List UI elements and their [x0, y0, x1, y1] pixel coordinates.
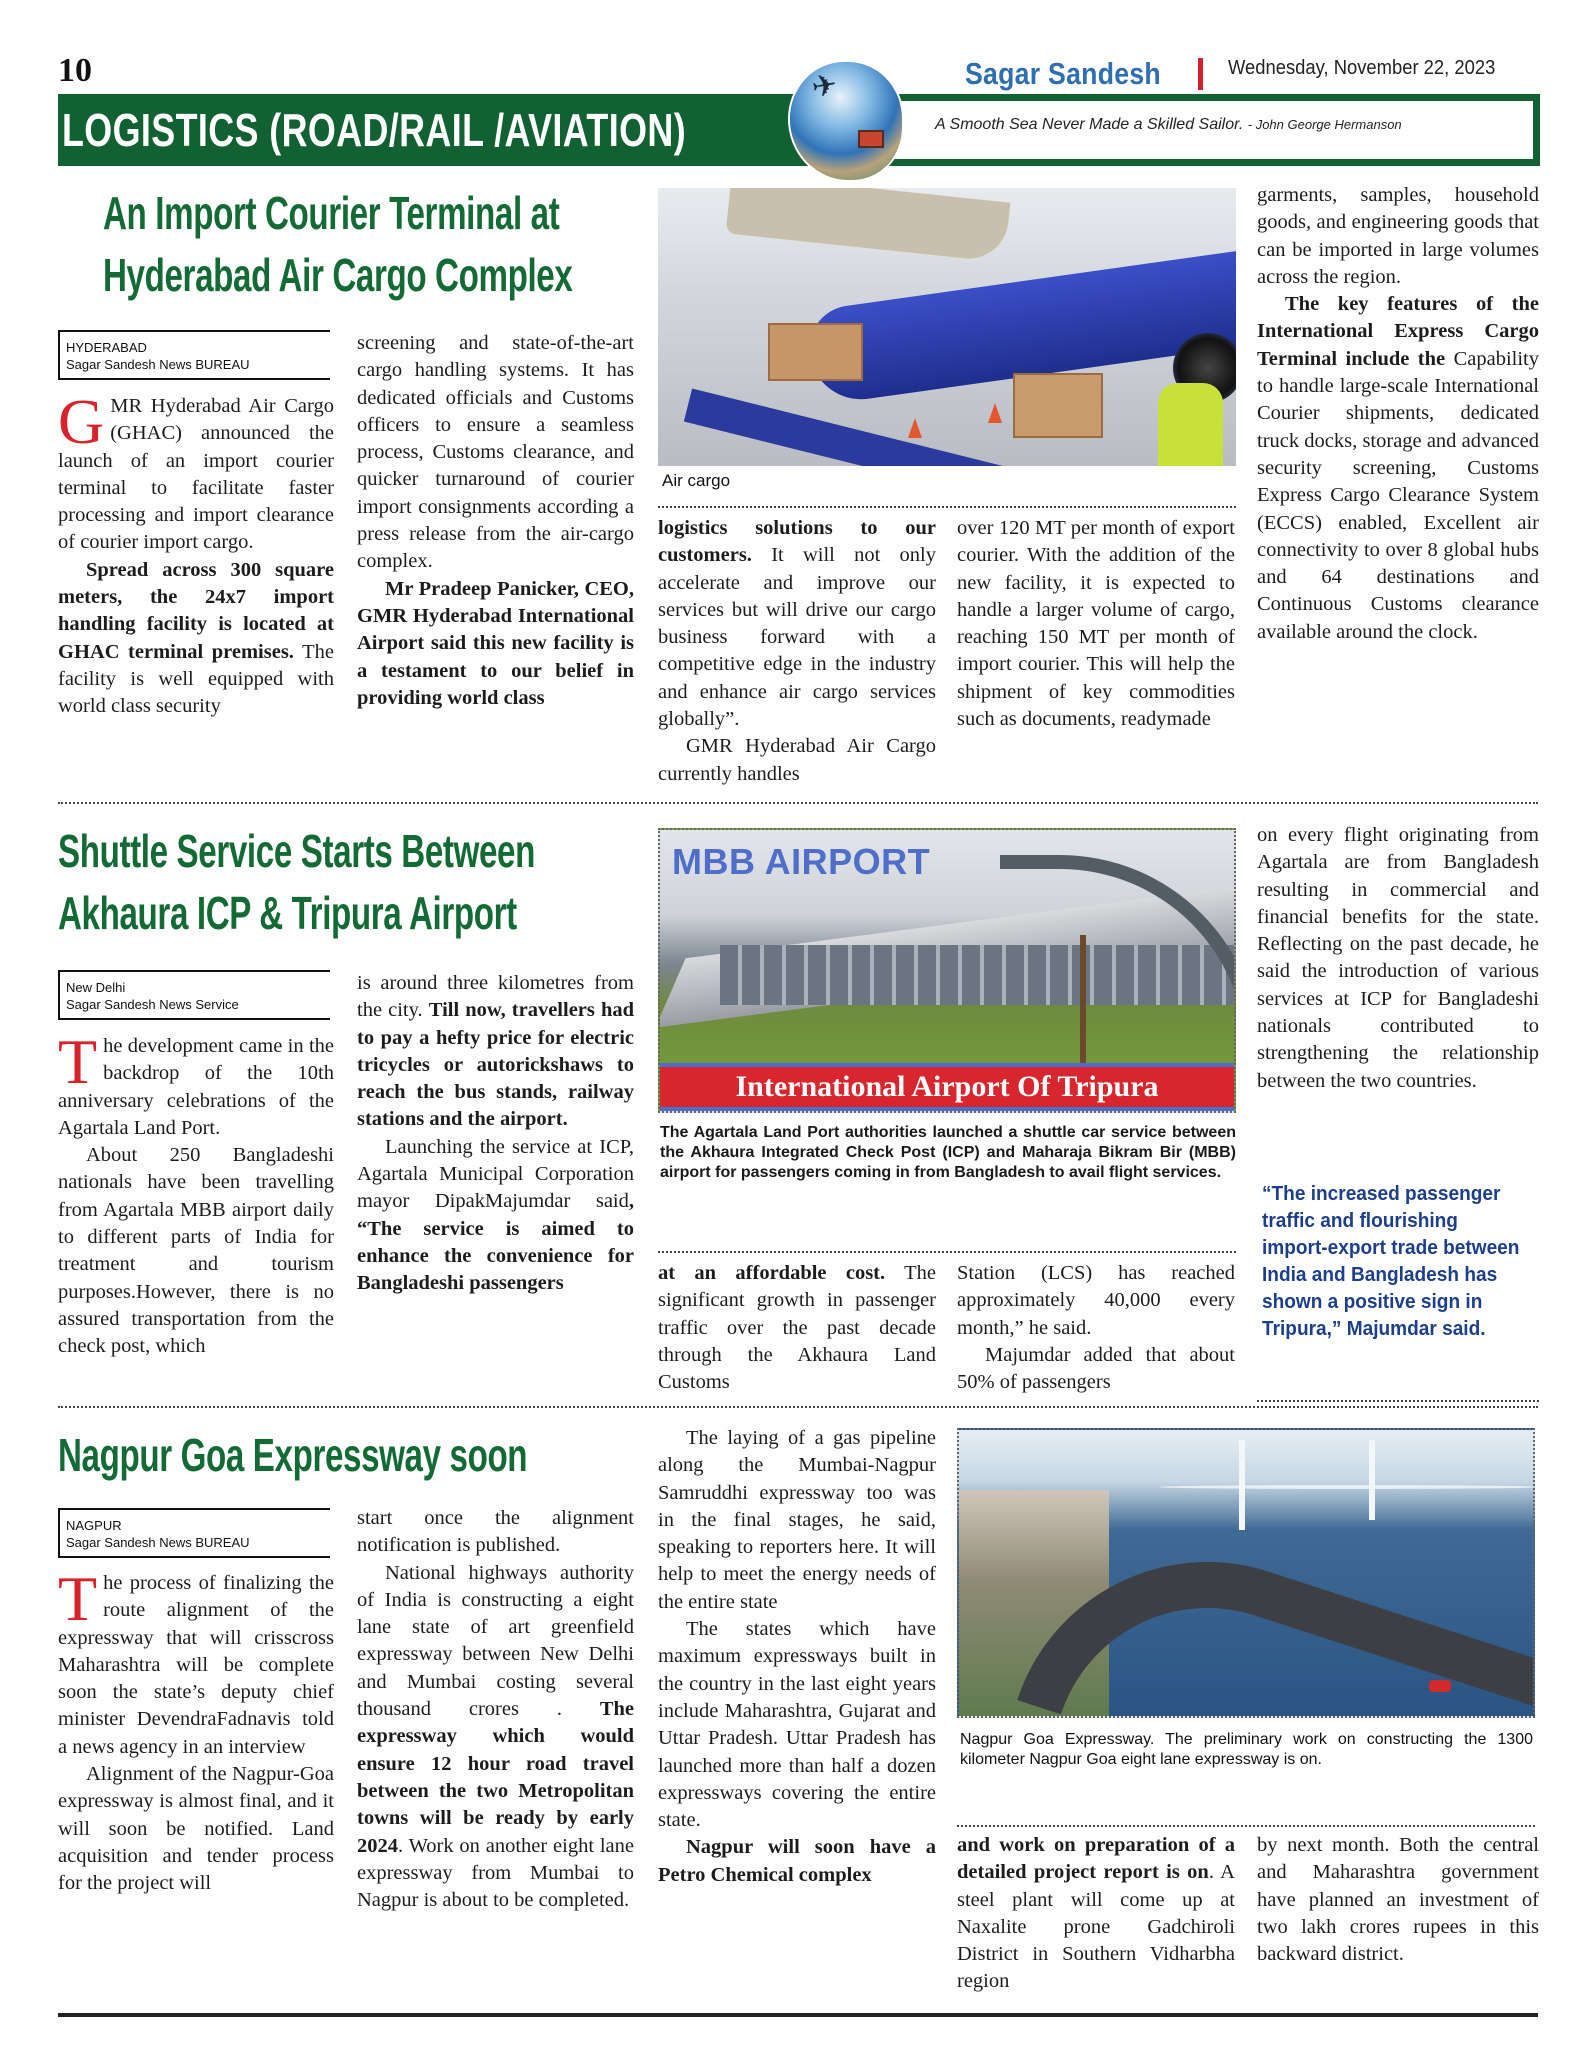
- issue-date: Wednesday, November 22, 2023: [1228, 57, 1496, 79]
- article-1-column-5: [1257, 182, 1539, 646]
- dateline-source: Sagar Sandesh News BUREAU: [66, 1535, 250, 1550]
- paragraph-text: is around three kilometres from the city.: [357, 972, 634, 1022]
- article-1-column-3: [658, 515, 936, 788]
- paragraph-bold: The expressway which would ensure 12 hour road travel between the two Metropolitan towns will be ready by early 2024: [357, 1698, 634, 1857]
- bridge-tower: [1239, 1440, 1245, 1530]
- paragraph-text: Capability to handle large-scale International Courier shipments, dedicated truck docks, storage and advanced security screening, Customs Express Cargo Clearance System (ECCS) enabled, Excellent air connectivity to over 8 global hubs and 64 destinations and Continuous Customs clearance available around the clock.: [1257, 347, 1539, 643]
- paragraph-text: . A steel plant will come up at Naxalite prone Gadchiroli District in Southern Vidharbha region: [957, 1861, 1235, 1993]
- paragraph-bold: Till now, travellers had to pay a hefty price for electric tricycles or autorickshaws to reach the bus stands, railway stations and the airport.: [357, 999, 635, 1131]
- bottom-rule: [58, 2013, 1538, 2017]
- paragraph-text: The facility is well equipped with world class security: [58, 640, 334, 718]
- article-1-column-1: [58, 386, 334, 721]
- expressway-caption: Nagpur Goa Expressway. The preliminary work on constructing the 1300 kilometer Nagpur Goa eight lane expressway is on.: [960, 1731, 1533, 1768]
- headline-line: Hyderabad Air Cargo Complex: [103, 249, 573, 301]
- paragraph-text: National highways authority of India is constructing a eight lane state of art greenfield expressway between New Delhi and Mumbai costing several thousand crores .: [357, 1561, 634, 1721]
- paragraph-bold: The key features of the International Express Cargo Terminal include the: [1257, 293, 1539, 370]
- cargo-box: [768, 323, 863, 381]
- article-3-column-3: [658, 1425, 936, 1889]
- cargo-box: [1013, 373, 1103, 438]
- article-3-dateline: [58, 1508, 330, 1558]
- dateline-place: NAGPUR: [66, 1518, 122, 1533]
- airplane-icon: ✈: [809, 67, 840, 106]
- bridge-span: [1159, 1485, 1535, 1489]
- mbb-airport-caption: The Agartala Land Port authorities launched a shuttle car service between the Akhaura Integrated Check Post (ICP) and Maharaja Bikram Bir (MBB) airport for passengers coming in from Bangladesh to avail flight services.: [660, 1124, 1236, 1181]
- dotted-divider: [957, 1825, 1535, 1827]
- paragraph-text: The significant growth in passenger traffic over the past decade through the Akhaura Land Customs: [658, 1262, 936, 1394]
- paragraph-text: Majumdar added that about 50% of passengers: [957, 1343, 1235, 1394]
- dotted-divider: [658, 506, 1236, 508]
- paragraph-text: GMR Hyderabad Air Cargo currently handles: [658, 735, 936, 785]
- paragraph-text: The laying of a gas pipeline along the Mumbai-Nagpur Samruddhi expressway too was in the final stages, he said, speaking to reporters here. It will help to meet the energy needs of the entire state: [658, 1427, 936, 1613]
- motto-author: - John George Hermanson: [1247, 117, 1402, 132]
- motto: [935, 117, 1402, 133]
- photo-overlay-band: International Airport Of Tripura: [660, 1063, 1234, 1111]
- dateline-place: HYDERABAD: [66, 340, 147, 355]
- article-2-column-5: [1257, 822, 1539, 1095]
- cargo-door: [726, 188, 1011, 262]
- paragraph-text: on every flight originating from Agartala are from Bangladesh resulting in commercial and financial benefits for the state. Reflecting on the past decade, he said the introduction of various services at ICP for Bangladeshi nationals contributed to strengthening the relationship between the two countries.: [1257, 824, 1539, 1092]
- paragraph-bold: logistics solutions to our customers.: [658, 517, 936, 567]
- paragraph-text: About 250 Bangladeshi nationals have been travelling from Agartala MBB airport daily to different parts of India for treatment and tourism purposes.However, there is no assured transportation from the check post, which: [58, 1144, 334, 1358]
- headline-line: Akhaura ICP & Tripura Airport: [58, 887, 517, 939]
- expressway-photo: [957, 1428, 1535, 1718]
- article-1-column-4: [957, 515, 1235, 733]
- article-1-column-2: [357, 330, 634, 712]
- pull-quote: “The increased passenger traffic and flourishing import-export trade between India and Bangladesh has shown a positive sign in Tripura,” Majumdar said.: [1262, 1182, 1520, 1340]
- article-3-column-1: [58, 1563, 334, 1898]
- page-number: 10: [58, 52, 92, 89]
- belt-loader: [684, 389, 1197, 466]
- air-cargo-photo: [658, 188, 1236, 466]
- traffic-cone-icon: [988, 403, 1002, 423]
- truck-icon: [858, 130, 884, 148]
- brand-divider: [1198, 58, 1203, 90]
- article-1-headline: [103, 182, 572, 306]
- paragraph-bold: at an affordable cost.: [658, 1262, 886, 1284]
- paragraph-text: Launching the service at ICP, Agartala Municipal Corporation mayor DipakMajumdar said: [357, 1135, 634, 1213]
- paragraph-text: over 120 MT per month of export courier. With the addition of the new facility, it is expected to handle a larger volume of cargo, reaching 150 MT per month of import courier. This will help the shipment of key commodities such as documents, readymade: [957, 517, 1235, 731]
- paragraph-text: . Work on another eight lane expressway from Mumbai to Nagpur is about to be completed.: [357, 1834, 634, 1912]
- dotted-divider: [1257, 1400, 1539, 1402]
- terminal-arch: [1000, 855, 1236, 1075]
- dateline-source: Sagar Sandesh News Service: [66, 997, 239, 1012]
- paragraph-text: by next month. Both the central and Maharashtra government have planned an investment of two lakh crores rupees in this backward district.: [1257, 1834, 1539, 1966]
- paragraph-text: MR Hyderabad Air Cargo (GHAC) announced the launch of an import courier terminal to facilitate faster processing and import clearance of courier import cargo.: [58, 395, 334, 554]
- headline-line: Nagpur Goa Expressway soon: [58, 1429, 528, 1481]
- article-3-headline: [58, 1424, 527, 1486]
- drop-cap: T: [58, 1563, 98, 1634]
- ground-worker: [1158, 383, 1223, 466]
- article-2-column-3: [658, 1260, 936, 1396]
- paragraph-text: garments, samples, household goods, and engineering goods that can be imported in large volumes across the region.: [1257, 184, 1539, 288]
- dateline-source: Sagar Sandesh News BUREAU: [66, 357, 250, 372]
- car-icon: [1429, 1680, 1451, 1692]
- section-divider: [58, 802, 1538, 804]
- paragraph-text: Alignment of the Nagpur-Goa expressway is almost final, and it will soon be notified. Land acquisition and tender process for the project will: [58, 1763, 334, 1895]
- dateline-place: New Delhi: [66, 980, 126, 995]
- article-3-column-4: [957, 1832, 1235, 1996]
- paragraph-text: The states which have maximum expressways built in the country in the last eight years include Maharashtra, Gujarat and Uttar Pradesh. Uttar Pradesh has launched more than half a dozen expressways covering the entire state.: [658, 1618, 936, 1832]
- drop-cap: T: [58, 1026, 98, 1097]
- headline-line: An Import Courier Terminal at: [103, 187, 560, 239]
- section-title: LOGISTICS (ROAD/RAIL /AVIATION): [62, 104, 687, 156]
- paragraph-text: Station (LCS) has reached approximately 40,000 every month,” he said.: [957, 1262, 1235, 1339]
- paragraph-bold: and work on preparation of a detailed project report is on: [957, 1834, 1235, 1884]
- traffic-cone-icon: [908, 418, 922, 438]
- motto-quote: A Smooth Sea Never Made a Skilled Sailor.: [935, 116, 1244, 133]
- article-1-dateline: [58, 330, 330, 380]
- article-3-column-5: [1257, 1832, 1539, 1968]
- paragraph-bold: Spread across 300 square meters, the 24x7 import handling facility is located at GHAC terminal premises.: [58, 558, 334, 663]
- photo-overlay-title: MBB AIRPORT: [672, 841, 931, 882]
- article-2-column-1: [58, 1026, 334, 1361]
- bridge-tower: [1369, 1440, 1375, 1520]
- headline-line: Shuttle Service Starts Between: [58, 825, 535, 877]
- palm-tree: [1080, 935, 1086, 1075]
- globe-transport-collage-icon: [790, 62, 902, 180]
- section-divider: [58, 1406, 1538, 1408]
- air-cargo-caption: Air cargo: [662, 471, 731, 490]
- article-2-column-2: [357, 970, 634, 1298]
- mbb-airport-photo: [658, 828, 1236, 1113]
- paragraph-text: he process of finalizing the route alignment of the expressway that will crisscross Maharashtra will be complete soon the state’s deputy chief minister DevendraFadnavis told a news agency in an interview: [58, 1572, 334, 1758]
- dotted-divider: [658, 1251, 1236, 1253]
- article-2-column-4: [957, 1260, 1235, 1396]
- paragraph-text: screening and state-of-the-art cargo handling systems. It has dedicated officials and Customs officers to ensure a seamless process, Customs clearance, and quicker turnaround of courier import consignments according a press release from the air-cargo complex.: [357, 332, 634, 573]
- paragraph-text: It will not only accelerate and improve our services but will drive our cargo business forward with a competitive edge in the industry and enhance air cargo services globally”.: [658, 544, 936, 731]
- newspaper-brand: Sagar Sandesh: [965, 56, 1161, 91]
- article-2-dateline: [58, 970, 330, 1020]
- article-2-headline: [58, 820, 535, 944]
- paragraph-bold: , “The service is aimed to enhance the convenience for Bangladeshi passengers: [357, 1190, 634, 1295]
- paragraph-text: he development came in the backdrop of the 10th anniversary celebrations of the Agartala Land Port.: [58, 1035, 334, 1139]
- paragraph-bold: Mr Pradeep Panicker, CEO, GMR Hyderabad International Airport said this new facility is a testament to our belief in providing world class: [357, 577, 634, 709]
- paragraph-bold: Nagpur will soon have a Petro Chemical complex: [658, 1836, 936, 1886]
- article-3-column-2: [357, 1505, 634, 1914]
- drop-cap: G: [58, 386, 105, 457]
- paragraph-text: start once the alignment notification is published.: [357, 1507, 634, 1557]
